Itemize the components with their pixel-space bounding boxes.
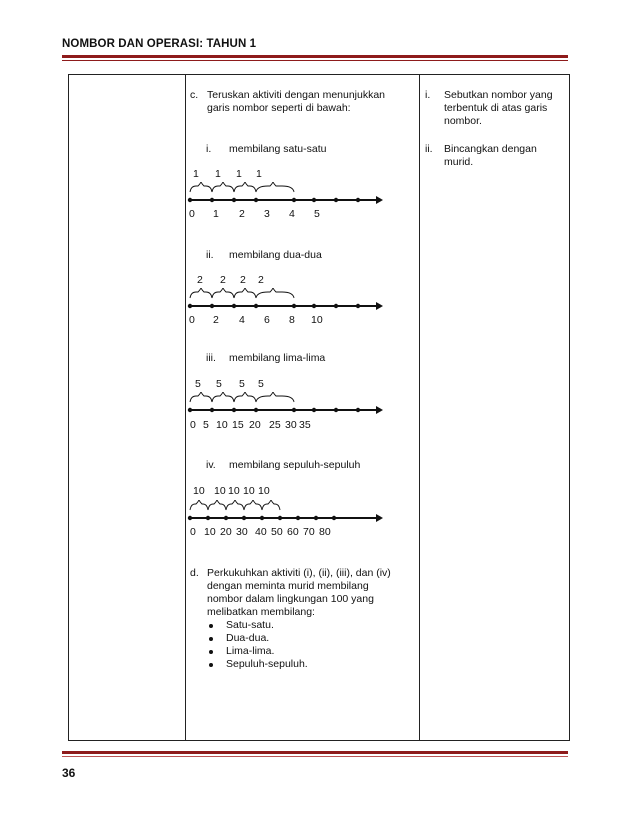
section-2-title: membilang dua-dua <box>229 249 322 261</box>
jump-label: 1 <box>193 168 199 180</box>
page-header-title: NOMBOR DAN OPERASI: TAHUN 1 <box>62 38 257 50</box>
activity-d-line-4: melibatkan membilang: <box>207 606 315 618</box>
page-number: 36 <box>62 766 76 780</box>
activity-d-line-3: nombor dalam lingkungan 100 yang <box>207 593 374 605</box>
tick-label: 5 <box>203 419 209 431</box>
column-divider-2 <box>419 75 420 740</box>
tick-point <box>312 304 316 308</box>
footer-rule <box>62 751 568 757</box>
bullet-dot <box>209 650 213 654</box>
tick-label: 30 <box>236 526 248 538</box>
tick-point <box>260 516 264 520</box>
jump-label: 2 <box>258 274 264 286</box>
tick-point <box>188 516 192 520</box>
tick-point <box>312 408 316 412</box>
jump-arc <box>256 392 294 402</box>
number-line-2 <box>186 288 386 316</box>
tick-point <box>356 408 360 412</box>
activity-c-marker: c. <box>190 89 199 101</box>
tick-label: 10 <box>204 526 216 538</box>
tick-point <box>210 304 214 308</box>
tick-label: 0 <box>190 526 196 538</box>
tick-point <box>332 516 336 520</box>
bullet-dot <box>209 663 213 667</box>
jump-arc <box>244 500 262 510</box>
jump-arc <box>212 288 234 298</box>
bullet-item: Dua-dua. <box>226 632 270 644</box>
tick-label: 3 <box>264 208 270 220</box>
tick-label: 25 <box>269 419 281 431</box>
jump-label: 5 <box>195 378 201 390</box>
jump-label: 1 <box>236 168 242 180</box>
jump-label: 2 <box>240 274 246 286</box>
tick-label: 50 <box>271 526 283 538</box>
tick-label: 15 <box>232 419 244 431</box>
tick-point <box>188 198 192 202</box>
note-2-line-2: murid. <box>444 156 474 168</box>
tick-label: 60 <box>287 526 299 538</box>
tick-point <box>356 304 360 308</box>
jump-label: 5 <box>258 378 264 390</box>
tick-point <box>254 198 258 202</box>
jump-label: 10 <box>228 485 240 497</box>
tick-label: 1 <box>213 208 219 220</box>
jump-arc <box>256 182 294 192</box>
tick-label: 20 <box>249 419 261 431</box>
tick-label: 2 <box>213 314 219 326</box>
jump-label: 5 <box>239 378 245 390</box>
jump-label: 10 <box>214 485 226 497</box>
tick-label: 10 <box>216 419 228 431</box>
section-1-title: membilang satu-satu <box>229 143 327 155</box>
tick-point <box>278 516 282 520</box>
jump-arc <box>212 182 234 192</box>
jump-label: 10 <box>243 485 255 497</box>
tick-label: 8 <box>289 314 295 326</box>
note-1-line-1: Sebutkan nombor yang <box>444 89 553 101</box>
note-1-line-3: nombor. <box>444 115 482 127</box>
jump-label: 2 <box>220 274 226 286</box>
tick-point <box>292 198 296 202</box>
tick-label: 4 <box>289 208 295 220</box>
tick-point <box>292 304 296 308</box>
jump-label: 10 <box>193 485 205 497</box>
activity-d-marker: d. <box>190 567 199 579</box>
tick-label: 40 <box>255 526 267 538</box>
tick-point <box>314 516 318 520</box>
jump-arc <box>212 392 234 402</box>
tick-point <box>188 408 192 412</box>
tick-point <box>312 198 316 202</box>
tick-point <box>356 198 360 202</box>
jump-arc <box>190 500 208 510</box>
activity-d-line-2: dengan meminta murid membilang <box>207 580 369 592</box>
tick-label: 2 <box>239 208 245 220</box>
tick-point <box>254 304 258 308</box>
bullet-item: Satu-satu. <box>226 619 274 631</box>
axis-arrow <box>376 302 383 310</box>
tick-point <box>232 304 236 308</box>
axis-arrow <box>376 196 383 204</box>
jump-arc <box>226 500 244 510</box>
activity-d-line-1: Perkukuhkan aktiviti (i), (ii), (iii), dan (iv) <box>207 567 391 579</box>
tick-point <box>210 408 214 412</box>
section-4-title: membilang sepuluh-sepuluh <box>229 459 361 471</box>
tick-label: 0 <box>189 208 195 220</box>
note-2-marker: ii. <box>425 143 433 155</box>
number-line-1 <box>186 182 386 210</box>
jump-arc <box>208 500 226 510</box>
jump-arc <box>256 288 294 298</box>
activity-c-line-2: garis nombor seperti di bawah: <box>207 102 351 114</box>
section-3-marker: iii. <box>206 352 216 364</box>
tick-point <box>232 198 236 202</box>
tick-label: 10 <box>311 314 323 326</box>
tick-point <box>334 198 338 202</box>
jump-arc <box>262 500 280 510</box>
note-1-line-2: terbentuk di atas garis <box>444 102 548 114</box>
jump-label: 1 <box>256 168 262 180</box>
tick-point <box>296 516 300 520</box>
tick-label: 0 <box>190 419 196 431</box>
tick-point <box>292 408 296 412</box>
tick-label: 30 <box>285 419 297 431</box>
section-4-marker: iv. <box>206 459 216 471</box>
tick-point <box>210 198 214 202</box>
bullet-dot <box>209 624 213 628</box>
axis-arrow <box>376 406 383 414</box>
jump-arc <box>234 182 256 192</box>
tick-point <box>254 408 258 412</box>
jump-arc <box>190 288 212 298</box>
tick-label: 4 <box>239 314 245 326</box>
jump-label: 1 <box>215 168 221 180</box>
activity-c-line-1: Teruskan aktiviti dengan menunjukkan <box>207 89 386 101</box>
tick-point <box>224 516 228 520</box>
number-line-4 <box>186 500 386 528</box>
jump-arc <box>190 182 212 192</box>
tick-label: 0 <box>189 314 195 326</box>
jump-label: 2 <box>197 274 203 286</box>
jump-arc <box>234 288 256 298</box>
section-3-title: membilang lima-lima <box>229 352 326 364</box>
section-1-marker: i. <box>206 143 212 155</box>
tick-label: 35 <box>299 419 311 431</box>
note-1-marker: i. <box>425 89 431 101</box>
tick-point <box>242 516 246 520</box>
bullet-item: Sepuluh-sepuluh. <box>226 658 308 670</box>
jump-arc <box>190 392 212 402</box>
axis-arrow <box>376 514 383 522</box>
bullet-item: Lima-lima. <box>226 645 275 657</box>
jump-arc <box>234 392 256 402</box>
tick-label: 20 <box>220 526 232 538</box>
header-rule <box>62 55 568 61</box>
section-2-marker: ii. <box>206 249 214 261</box>
tick-label: 70 <box>303 526 315 538</box>
tick-point <box>334 408 338 412</box>
tick-point <box>232 408 236 412</box>
bullet-dot <box>209 637 213 641</box>
note-2-line-1: Bincangkan dengan <box>444 143 537 155</box>
tick-point <box>188 304 192 308</box>
tick-point <box>334 304 338 308</box>
tick-label: 6 <box>264 314 270 326</box>
tick-point <box>206 516 210 520</box>
tick-label: 80 <box>319 526 331 538</box>
jump-label: 5 <box>216 378 222 390</box>
number-line-3 <box>186 392 386 420</box>
tick-label: 5 <box>314 208 320 220</box>
jump-label: 10 <box>258 485 270 497</box>
